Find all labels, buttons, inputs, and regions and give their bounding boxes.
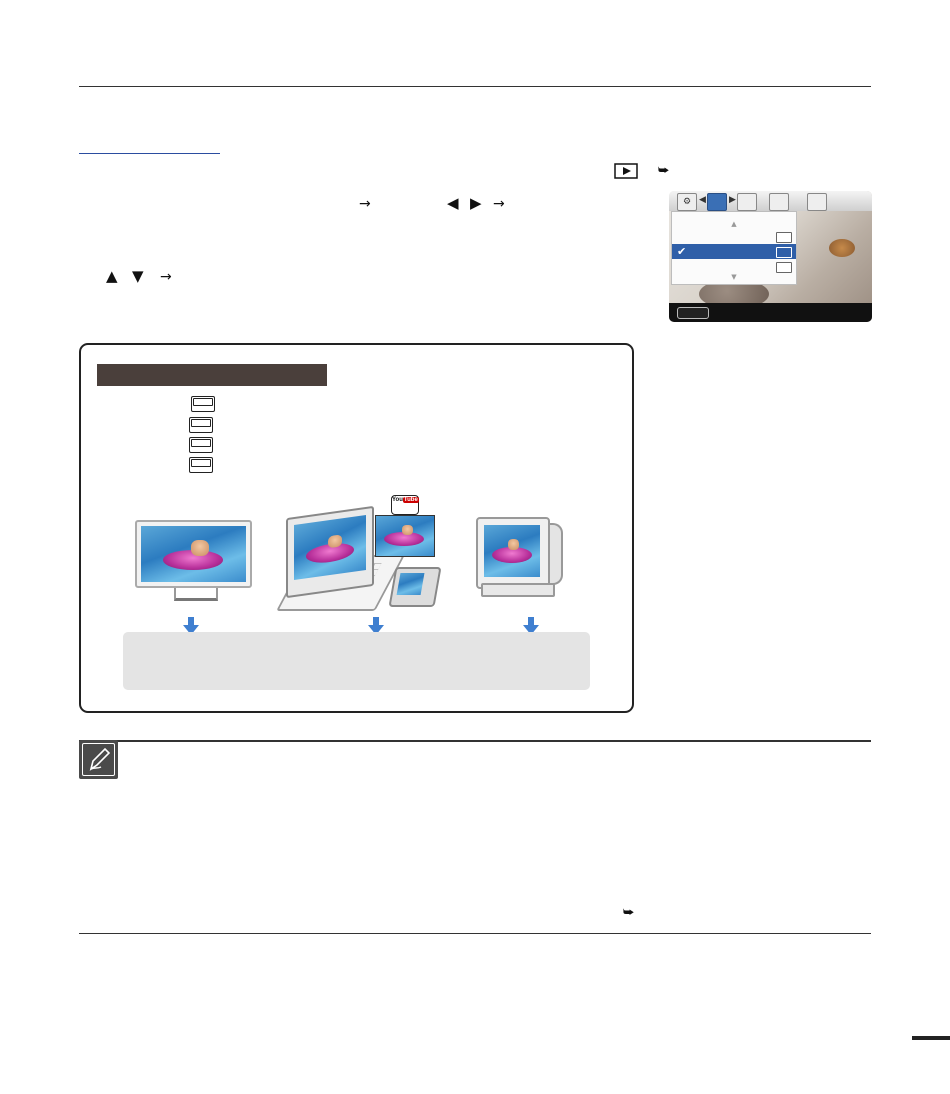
youtube-picture xyxy=(375,515,435,557)
arrow-right-icon: → xyxy=(359,196,371,212)
hook-arrow-icon: ⮩ xyxy=(623,905,635,919)
lcd-scroll-up-icon[interactable]: ▲ xyxy=(731,220,737,228)
lcd-tab-settings[interactable] xyxy=(677,193,697,211)
res-720-hd-alt-icon xyxy=(189,437,213,453)
lcd-menu-item-576[interactable] xyxy=(672,259,796,274)
res-720-icon xyxy=(776,247,792,258)
tri-left-icon: ◀ xyxy=(447,194,459,212)
camera-lcd-screen xyxy=(669,191,872,322)
check-icon: ✔ xyxy=(677,245,687,258)
lcd-background-crab xyxy=(829,239,855,257)
lcd-tab-resolution[interactable] xyxy=(707,193,727,211)
bottom-rule xyxy=(79,933,871,934)
info-grey-panel xyxy=(123,632,590,690)
res-576-icon xyxy=(776,262,792,273)
top-rule xyxy=(79,86,871,87)
res-1080-fhd-icon xyxy=(191,396,215,412)
note-rule xyxy=(79,740,871,742)
page-marker-bar xyxy=(912,1036,950,1040)
lcd-tab-quality[interactable] xyxy=(737,193,757,211)
youtube-logo-icon: YouTube xyxy=(391,495,419,515)
resolution-info-box xyxy=(79,343,634,713)
res-720-hd-icon xyxy=(189,417,213,433)
lcd-tab-bar xyxy=(669,191,872,211)
tri-down-icon: ▼ xyxy=(132,267,144,285)
lcd-menu-item-720-selected[interactable] xyxy=(672,244,796,259)
lcd-exit-button[interactable] xyxy=(677,307,709,319)
res-1080-icon xyxy=(776,232,792,243)
tri-up-icon: ▲ xyxy=(106,267,118,285)
lcd-tab-display[interactable] xyxy=(769,193,789,211)
lcd-tab-camera[interactable] xyxy=(807,193,827,211)
hdtv-picture xyxy=(141,526,246,582)
arrow-right-icon: → xyxy=(493,196,505,212)
lcd-tab-prev-icon[interactable]: ◀ xyxy=(699,195,706,205)
play-mode-icon xyxy=(614,163,638,179)
res-576-sd-icon xyxy=(189,457,213,473)
lcd-scroll-down-icon[interactable]: ▼ xyxy=(731,273,737,281)
hdtv-illustration xyxy=(135,520,252,588)
info-box-heading-bar xyxy=(97,364,327,386)
lcd-tab-next-icon[interactable]: ▶ xyxy=(729,195,736,205)
crt-picture xyxy=(484,525,540,577)
section-link[interactable] xyxy=(79,153,220,154)
portable-player-illustration xyxy=(388,567,441,607)
laptop-illustration xyxy=(286,506,374,598)
crt-tv-illustration xyxy=(476,517,550,589)
tri-right-icon: ▶ xyxy=(470,194,482,212)
lcd-resolution-menu xyxy=(671,211,797,285)
lcd-menu-item-1080[interactable] xyxy=(672,229,796,244)
hook-arrow-icon: ⮩ xyxy=(658,163,670,177)
arrow-right-icon: → xyxy=(160,269,172,285)
hdtv-stand xyxy=(174,588,218,601)
gear-icon: ⚙ xyxy=(682,197,692,207)
lcd-bottom-bar xyxy=(669,303,872,322)
laptop-picture xyxy=(294,515,366,580)
crt-tv-base xyxy=(481,583,555,597)
pencil-note-icon xyxy=(79,740,118,779)
